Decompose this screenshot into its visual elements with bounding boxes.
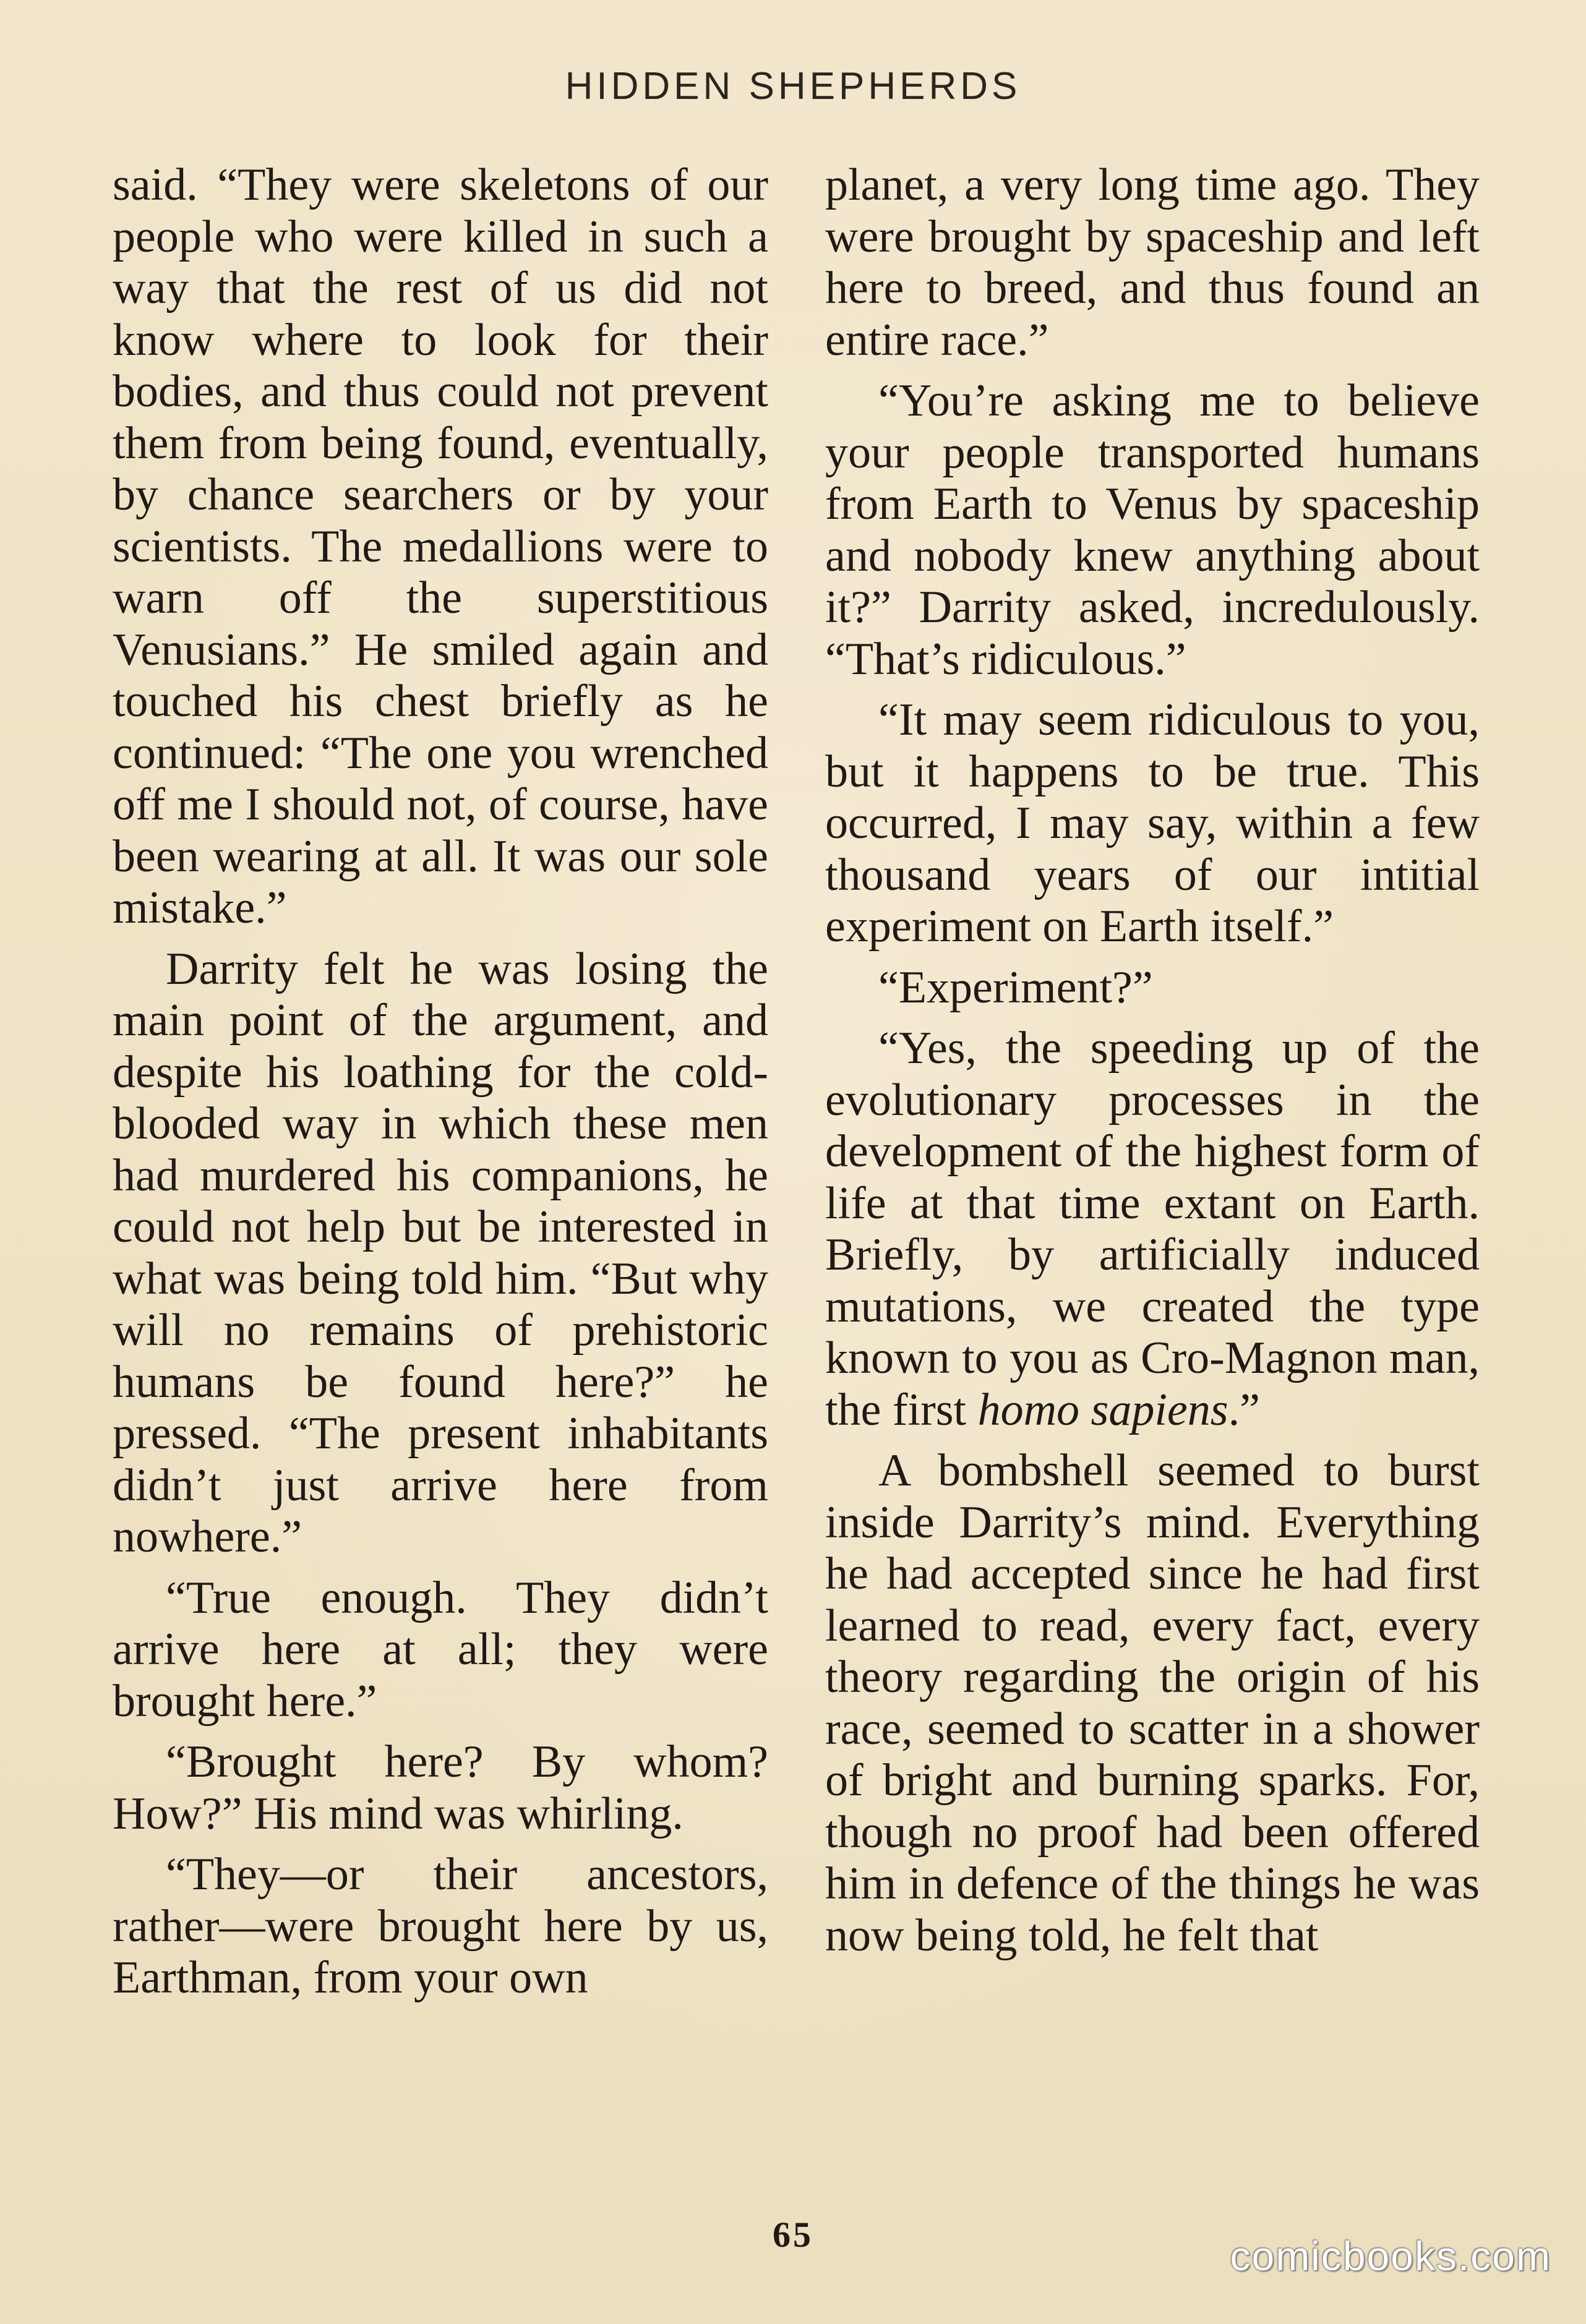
paragraph: planet, a very long time ago. They were brought by spaceship and left here to breed, and thus found an entire race.” [825, 160, 1480, 365]
paragraph: said. “They were skeletons of our people who were killed in such a way that the rest of us did not know where to look for their bodies, and thus could not prevent them from being found, eventually, by chance searchers or by your scientists. The medallions were to warn off the superstitious Venusians.” He smiled again and touched his chest briefly as he continued: “The one you wrenched off me I should not, of course, have been wearing at all. It was our sole mistake.” [113, 160, 768, 933]
paragraph: “They—or their ancestors, rather—were brought here by us, Earthman, from your own [113, 1849, 768, 2003]
watermark: comicbooks.com [1230, 2233, 1551, 2279]
paragraph: “You’re asking me to believe your people transported humans from Earth to Venus by spaceship and nobody knew anything about it?” Darrity asked, incredulously. “That’s ridiculous.” [825, 375, 1480, 685]
left-column [113, 160, 768, 2014]
paragraph: “Experiment?” [878, 962, 1153, 1013]
paragraph: A bombshell seemed to burst inside Darrity’s mind. Everything he had accepted since he had first learned to read, every fact, every theory regarding the origin of his race, seemed to scatter in a shower of bright and burning sparks. For, though no proof had been offered him in defence of the things he was now being told, he felt that [825, 1445, 1480, 1961]
paragraph: “True enough. They didn’t arrive here at all; they were brought here.” [113, 1572, 768, 1727]
paragraph: “It may seem ridiculous to you, but it happens to be true. This occurred, I may say, within a few thousand years of our intitial experiment on Earth itself.” [825, 694, 1480, 952]
paragraph: Darrity felt he was losing the main point of the argument, and despite his loathing for the cold-blooded way in which these men had murdered his companions, he could not help but be interested in what was being told him. “But why will no remains of prehistoric humans be found here?” he pressed. “The present inhabitants didn’t just arrive here from nowhere.” [113, 943, 768, 1562]
right-column [825, 160, 1480, 1971]
paragraph-text: “Yes, the speeding up of the evolutionary processes in the development of the highest form of life at that time extant on Earth. Briefly, by artificially induced mutations, we created the type known to you as Cro-Magnon man, the first [825, 1023, 1480, 1435]
page-number: 65 [773, 2215, 813, 2255]
paragraph [825, 1023, 1480, 1436]
italic-phrase: homo sapiens [977, 1384, 1228, 1435]
paragraph-text-end: .” [1228, 1384, 1260, 1435]
paragraph: “Brought here? By whom? How?” His mind was whirling. [113, 1737, 768, 1839]
running-title: HIDDEN SHEPHERDS [565, 65, 1021, 108]
